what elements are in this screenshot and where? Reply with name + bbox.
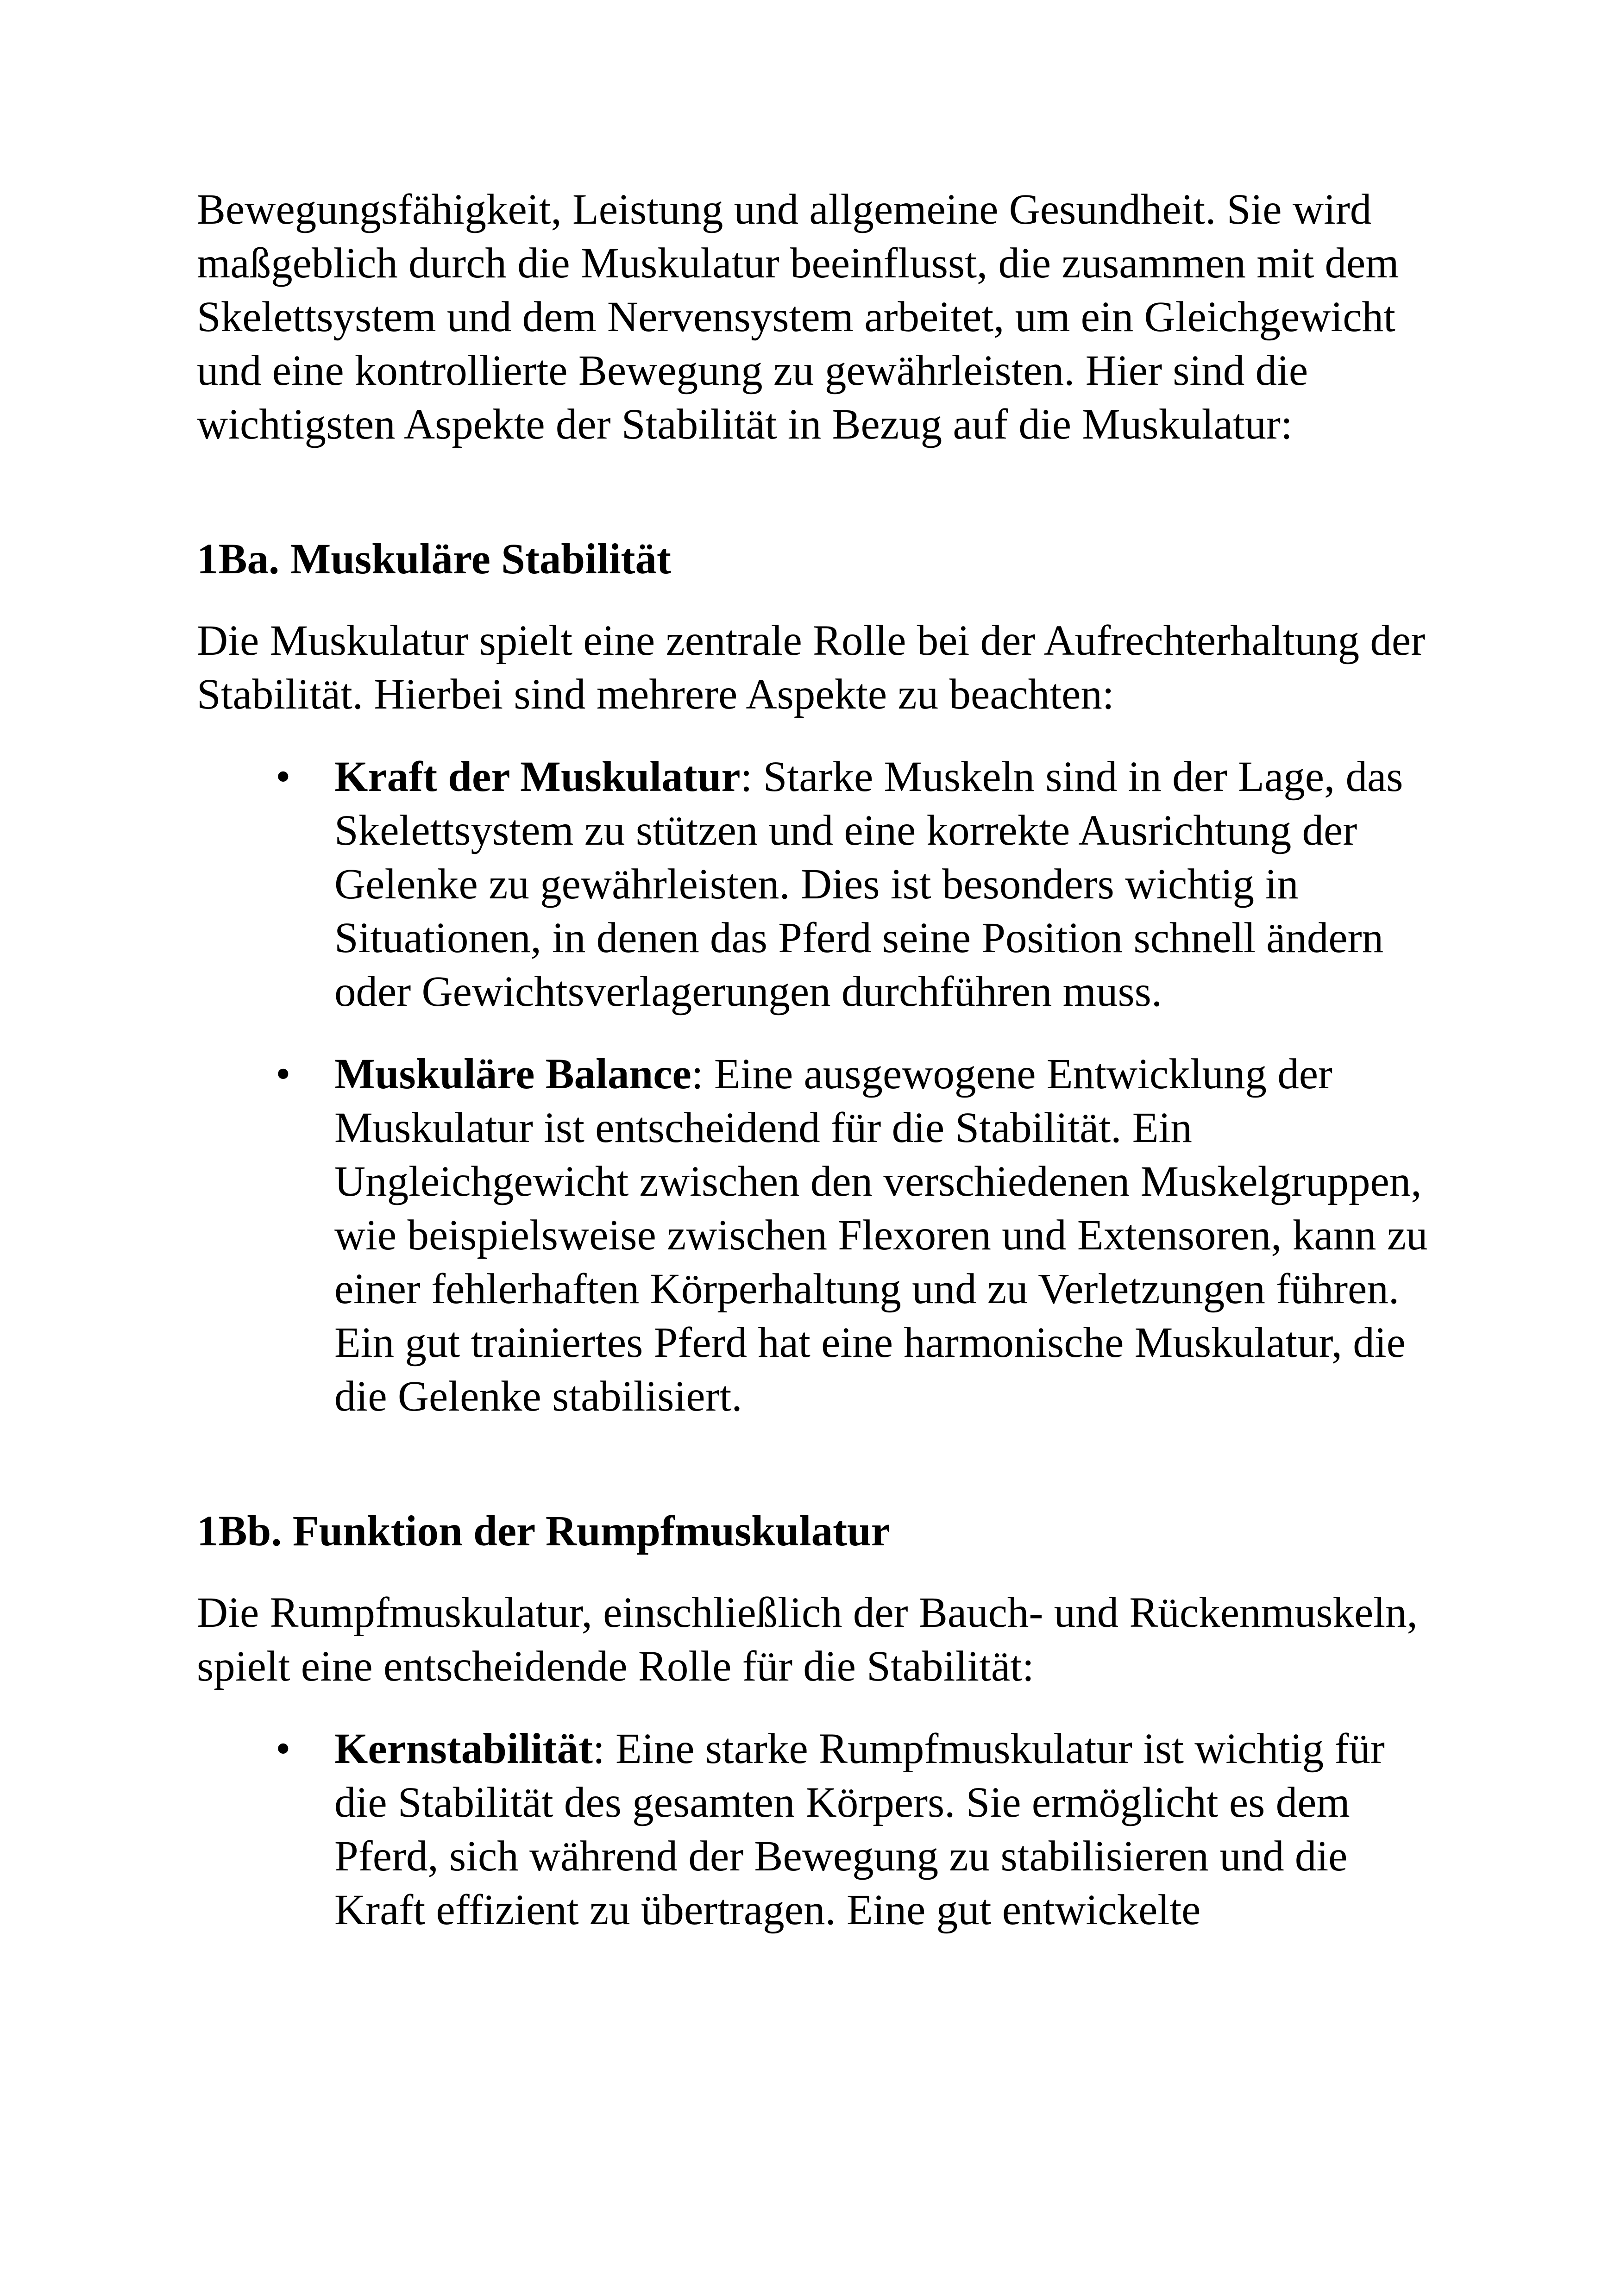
bullet-marker: • — [276, 1725, 291, 1773]
intro-paragraph: Bewegungsfähigkeit, Leistung und allgemeine Gesundheit. Sie wird maßgeblich durch die Muskulatur beeinflusst, die zusammen mit dem Skelettsystem und dem Nervensystem arbeitet, um ein Gleichgewicht und eine kontrollierte Bewegung zu gewährleisten. Hier sind die wichtigsten Aspekte der Stabilität in Bezug auf die Muskulatur: — [197, 186, 1399, 448]
section-heading-1bb: 1Bb. Funktion der Rumpfmuskulatur — [197, 1507, 891, 1555]
document-body — [197, 183, 1447, 1966]
list-item-text: : Eine starke Rumpfmuskulatur ist wichtig für die Stabilität des gesamten Körpers. Sie ermöglicht es dem Pferd, sich während der Bewegung zu stabilisieren und die Kraft effizient zu übertragen. Eine gut entwickelte — [334, 1725, 1385, 1934]
section-1bb-paragraph: Die Rumpfmuskulatur, einschließlich der Bauch- und Rückenmuskeln, spielt eine entscheidende Rolle für die Stabilität: — [197, 1589, 1418, 1690]
section-1bb-list — [197, 1722, 1447, 1937]
list-item-term: Kraft der Muskulatur — [334, 753, 741, 801]
list-item — [197, 1048, 1447, 1424]
section-1ba-paragraph: Die Muskulatur spielt eine zentrale Rolle bei der Aufrechterhaltung der Stabilität. Hierbei sind mehrere Aspekte zu beachten: — [197, 617, 1426, 718]
bullet-marker: • — [276, 1050, 291, 1098]
list-item-text: : Starke Muskeln sind in der Lage, das Skelettsystem zu stützen und eine korrekte Ausrichtung der Gelenke zu gewährleisten. Dies ist besonders wichtig in Situationen, in denen das Pferd seine Position schnell ändern oder Gewichtsverlagerungen durchführen muss. — [334, 753, 1403, 1016]
list-item-text: : Eine ausgewogene Entwicklung der Muskulatur ist entscheidend für die Stabilität. Ein Ungleichgewicht zwischen den verschiedenen Muskelgruppen, wie beispielsweise zwischen Flexoren und Extensoren, kann zu einer fehlerhaften Körperhaltung und zu Verletzungen führen. Ein gut trainiertes Pferd hat eine harmonische Muskulatur, die die Gelenke stabilisiert. — [334, 1050, 1428, 1420]
section-spacer — [197, 1452, 1447, 1505]
bullet-marker: • — [276, 753, 291, 801]
list-item-term: Muskuläre Balance — [334, 1050, 691, 1098]
list-item-term: Kernstabilität — [334, 1725, 593, 1773]
list-item — [197, 1722, 1447, 1937]
section-heading-1ba: 1Ba. Muskuläre Stabilität — [197, 535, 671, 583]
list-item — [197, 750, 1447, 1019]
section-1ba-list — [197, 750, 1447, 1424]
